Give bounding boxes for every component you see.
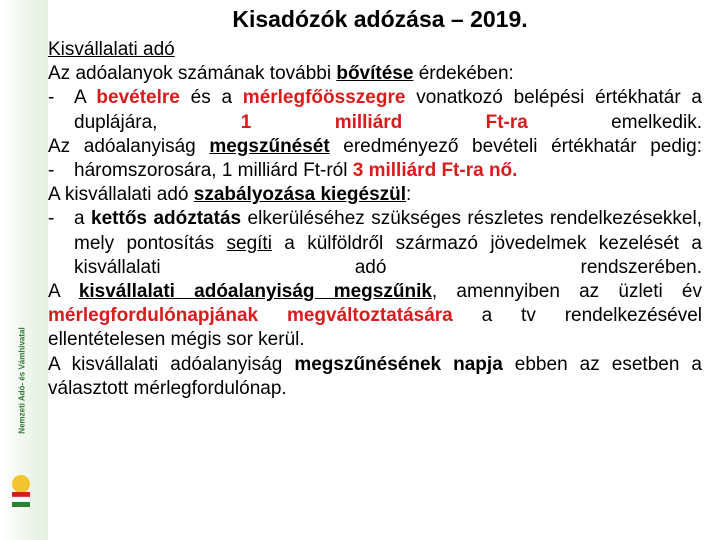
text: és a bbox=[179, 87, 243, 109]
bullet-item-1 bbox=[48, 86, 702, 134]
text: háromszorosára, 1 milliárd Ft-ról bbox=[74, 160, 353, 182]
paragraph-regulation bbox=[48, 183, 702, 207]
text: vonatkozó belépési értékhatár a duplájára, bbox=[74, 87, 702, 133]
text-emphasis: kisvállalati adóalanyiság megszűnik bbox=[78, 281, 432, 303]
text-red: mérlegfőösszegre bbox=[242, 87, 406, 109]
text: Az adóalanyok számának további bbox=[48, 63, 337, 85]
text-red: bevételre bbox=[96, 87, 180, 109]
sidebar-vertical-text bbox=[2, 300, 42, 460]
bullet-item-2 bbox=[48, 159, 702, 183]
text: A kisvállalati adóalanyiság bbox=[48, 353, 295, 375]
text: , amennyiben az üzleti év bbox=[431, 281, 702, 303]
text: A kisvállalati adó bbox=[48, 184, 194, 206]
text-red: mérlegfordulónapjának megváltoztatására bbox=[48, 305, 453, 327]
text-red: 3 milliárd Ft-ra nő. bbox=[352, 160, 518, 182]
bullet-dash: - bbox=[48, 160, 55, 182]
text: érdekében: bbox=[413, 63, 514, 85]
bullet-item-3 bbox=[48, 207, 702, 280]
text-emphasis: bővítése bbox=[336, 63, 414, 85]
text-bold: kettős adóztatás bbox=[91, 208, 242, 230]
section-heading: Kisvállalati adó bbox=[48, 39, 175, 60]
text: a tv rendelkezésével ellentételesen mégis sor kerül. bbox=[48, 305, 702, 351]
text: a bbox=[74, 208, 92, 230]
text-red: 1 milliárd Ft-ra bbox=[240, 111, 528, 133]
text: elkerüléséhez szükséges részletes rendelkezésekkel, mely pontosítás bbox=[74, 208, 702, 254]
text-emphasis: megszűnését bbox=[209, 135, 330, 157]
text: A bbox=[48, 281, 79, 303]
sidebar-text: Nemzeti Adó- és Vámhivatal bbox=[17, 326, 27, 434]
document-body bbox=[48, 38, 702, 401]
text: eredményező bevételi értékhatár pedig: bbox=[329, 135, 702, 157]
paragraph-intro bbox=[48, 62, 702, 86]
text: A bbox=[74, 87, 97, 109]
text: Az adóalanyiság bbox=[48, 135, 210, 157]
paragraph-ends bbox=[48, 280, 702, 353]
bullet-dash: - bbox=[48, 87, 55, 109]
paragraph-end-date bbox=[48, 353, 702, 401]
page-title: Kisadózók adózása – 2019. bbox=[232, 6, 528, 32]
text: ebben az esetben a választott mérlegfordulónap. bbox=[48, 353, 702, 399]
paragraph-termination bbox=[48, 135, 702, 159]
text-emphasis: szabályozása kiegészül bbox=[193, 184, 407, 206]
text-bold: megszűnésének napja bbox=[294, 353, 503, 375]
text-underlined: segíti bbox=[226, 232, 272, 254]
bullet-dash: - bbox=[48, 208, 55, 230]
sidebar-decoration bbox=[0, 0, 48, 540]
text: : bbox=[406, 184, 412, 206]
text: emelkedik. bbox=[527, 111, 702, 133]
text: a külföldről származó jövedelmek kezelését a kisvállalati adó rendszerében. bbox=[74, 232, 702, 278]
nav-logo-icon bbox=[8, 470, 34, 510]
